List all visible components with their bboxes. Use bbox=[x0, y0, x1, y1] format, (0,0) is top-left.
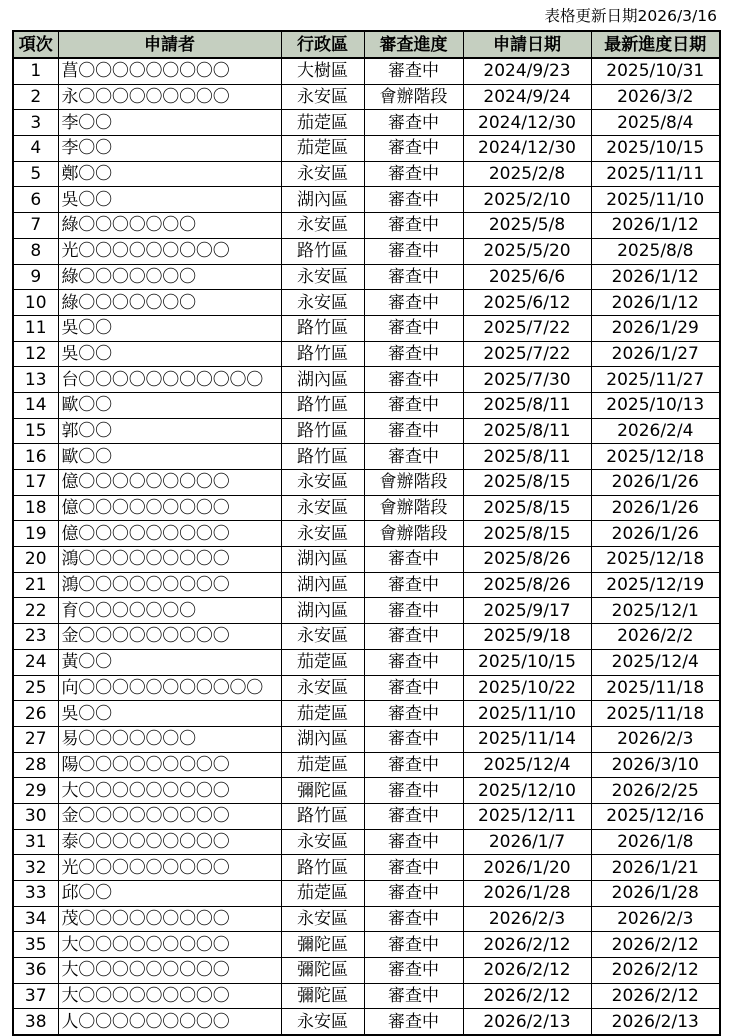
cell-latest-progress-date: 2025/10/31 bbox=[591, 58, 720, 84]
cell-district: 路竹區 bbox=[281, 803, 364, 829]
cell-item-no: 6 bbox=[13, 187, 58, 213]
table-row bbox=[13, 752, 720, 778]
cell-latest-progress-date: 2026/1/12 bbox=[591, 213, 720, 239]
cell-item-no: 2 bbox=[13, 84, 58, 110]
cell-review-status: 審查中 bbox=[364, 58, 463, 84]
cell-latest-progress-date: 2026/2/25 bbox=[591, 778, 720, 804]
cell-applicant: 歐〇〇 bbox=[58, 444, 281, 470]
cell-application-date: 2025/5/20 bbox=[463, 238, 591, 264]
cell-application-date: 2025/8/15 bbox=[463, 495, 591, 521]
column-header-no: 項次 bbox=[13, 31, 58, 58]
cell-district: 永安區 bbox=[281, 161, 364, 187]
cell-review-status: 審查中 bbox=[364, 238, 463, 264]
cell-district: 茄萣區 bbox=[281, 136, 364, 162]
cell-district: 路竹區 bbox=[281, 444, 364, 470]
cell-applicant: 李〇〇 bbox=[58, 136, 281, 162]
column-header-prog: 最新進度日期 bbox=[591, 31, 720, 58]
cell-district: 永安區 bbox=[281, 624, 364, 650]
cell-applicant: 大〇〇〇〇〇〇〇〇〇 bbox=[58, 958, 281, 984]
cell-review-status: 審查中 bbox=[364, 829, 463, 855]
cell-applicant: 人〇〇〇〇〇〇〇〇〇 bbox=[58, 1009, 281, 1035]
cell-district: 彌陀區 bbox=[281, 778, 364, 804]
cell-applicant: 邱〇〇 bbox=[58, 881, 281, 907]
cell-district: 湖內區 bbox=[281, 726, 364, 752]
cell-item-no: 32 bbox=[13, 855, 58, 881]
cell-application-date: 2025/5/8 bbox=[463, 213, 591, 239]
cell-district: 路竹區 bbox=[281, 341, 364, 367]
cell-district: 永安區 bbox=[281, 675, 364, 701]
cell-item-no: 10 bbox=[13, 290, 58, 316]
cell-applicant: 金〇〇〇〇〇〇〇〇〇 bbox=[58, 803, 281, 829]
cell-item-no: 1 bbox=[13, 58, 58, 84]
column-header-stat: 審查進度 bbox=[364, 31, 463, 58]
cell-district: 永安區 bbox=[281, 829, 364, 855]
cell-application-date: 2026/1/7 bbox=[463, 829, 591, 855]
cell-application-date: 2024/9/23 bbox=[463, 58, 591, 84]
cell-review-status: 審查中 bbox=[364, 1009, 463, 1035]
cell-applicant: 鄭〇〇 bbox=[58, 161, 281, 187]
cell-applicant: 吳〇〇 bbox=[58, 187, 281, 213]
cell-review-status: 審查中 bbox=[364, 855, 463, 881]
cell-item-no: 27 bbox=[13, 726, 58, 752]
cell-applicant: 向〇〇〇〇〇〇〇〇〇〇〇 bbox=[58, 675, 281, 701]
table-row bbox=[13, 829, 720, 855]
cell-application-date: 2025/8/11 bbox=[463, 392, 591, 418]
cell-latest-progress-date: 2025/8/4 bbox=[591, 110, 720, 136]
cell-district: 永安區 bbox=[281, 264, 364, 290]
table-row bbox=[13, 238, 720, 264]
table-row bbox=[13, 213, 720, 239]
cell-review-status: 審查中 bbox=[364, 701, 463, 727]
cell-item-no: 14 bbox=[13, 392, 58, 418]
cell-item-no: 11 bbox=[13, 315, 58, 341]
cell-latest-progress-date: 2026/1/12 bbox=[591, 290, 720, 316]
cell-district: 茄萣區 bbox=[281, 649, 364, 675]
cell-applicant: 綠〇〇〇〇〇〇〇 bbox=[58, 264, 281, 290]
cell-review-status: 審查中 bbox=[364, 752, 463, 778]
cell-district: 永安區 bbox=[281, 213, 364, 239]
table-row bbox=[13, 341, 720, 367]
cell-item-no: 25 bbox=[13, 675, 58, 701]
cell-latest-progress-date: 2026/1/27 bbox=[591, 341, 720, 367]
table-row bbox=[13, 1009, 720, 1035]
cell-review-status: 審查中 bbox=[364, 958, 463, 984]
cell-latest-progress-date: 2026/2/3 bbox=[591, 906, 720, 932]
table-row bbox=[13, 675, 720, 701]
cell-review-status: 審查中 bbox=[364, 675, 463, 701]
cell-latest-progress-date: 2026/1/21 bbox=[591, 855, 720, 881]
cell-district: 茄萣區 bbox=[281, 752, 364, 778]
cell-item-no: 13 bbox=[13, 367, 58, 393]
table-row bbox=[13, 778, 720, 804]
cell-applicant: 台〇〇〇〇〇〇〇〇〇〇〇 bbox=[58, 367, 281, 393]
table-row bbox=[13, 547, 720, 573]
cell-application-date: 2026/1/28 bbox=[463, 881, 591, 907]
cell-review-status: 會辦階段 bbox=[364, 521, 463, 547]
cell-application-date: 2025/12/11 bbox=[463, 803, 591, 829]
cell-district: 彌陀區 bbox=[281, 958, 364, 984]
applications-table bbox=[12, 30, 721, 1036]
cell-district: 路竹區 bbox=[281, 315, 364, 341]
cell-item-no: 23 bbox=[13, 624, 58, 650]
cell-item-no: 29 bbox=[13, 778, 58, 804]
cell-district: 路竹區 bbox=[281, 392, 364, 418]
cell-review-status: 審查中 bbox=[364, 444, 463, 470]
cell-applicant: 光〇〇〇〇〇〇〇〇〇 bbox=[58, 855, 281, 881]
cell-district: 永安區 bbox=[281, 290, 364, 316]
table-row bbox=[13, 572, 720, 598]
cell-item-no: 26 bbox=[13, 701, 58, 727]
cell-item-no: 15 bbox=[13, 418, 58, 444]
cell-applicant: 育〇〇〇〇〇〇〇 bbox=[58, 598, 281, 624]
table-row bbox=[13, 624, 720, 650]
cell-district: 茄萣區 bbox=[281, 110, 364, 136]
table-row bbox=[13, 367, 720, 393]
cell-latest-progress-date: 2025/12/16 bbox=[591, 803, 720, 829]
cell-applicant: 億〇〇〇〇〇〇〇〇〇 bbox=[58, 470, 281, 496]
table-row bbox=[13, 855, 720, 881]
cell-latest-progress-date: 2026/2/12 bbox=[591, 983, 720, 1009]
cell-application-date: 2025/7/30 bbox=[463, 367, 591, 393]
cell-applicant: 黃〇〇 bbox=[58, 649, 281, 675]
cell-review-status: 審查中 bbox=[364, 726, 463, 752]
table-row bbox=[13, 932, 720, 958]
cell-latest-progress-date: 2025/11/18 bbox=[591, 675, 720, 701]
cell-application-date: 2025/9/18 bbox=[463, 624, 591, 650]
cell-applicant: 易〇〇〇〇〇〇〇 bbox=[58, 726, 281, 752]
cell-latest-progress-date: 2025/11/10 bbox=[591, 187, 720, 213]
cell-application-date: 2025/8/26 bbox=[463, 572, 591, 598]
table-row bbox=[13, 881, 720, 907]
cell-district: 湖內區 bbox=[281, 598, 364, 624]
cell-applicant: 綠〇〇〇〇〇〇〇 bbox=[58, 290, 281, 316]
table-row bbox=[13, 84, 720, 110]
cell-district: 路竹區 bbox=[281, 855, 364, 881]
cell-item-no: 35 bbox=[13, 932, 58, 958]
cell-application-date: 2025/2/10 bbox=[463, 187, 591, 213]
table-row bbox=[13, 418, 720, 444]
cell-application-date: 2025/7/22 bbox=[463, 315, 591, 341]
cell-review-status: 審查中 bbox=[364, 649, 463, 675]
cell-review-status: 審查中 bbox=[364, 598, 463, 624]
cell-latest-progress-date: 2025/12/4 bbox=[591, 649, 720, 675]
cell-latest-progress-date: 2026/2/12 bbox=[591, 958, 720, 984]
cell-review-status: 審查中 bbox=[364, 367, 463, 393]
cell-application-date: 2025/2/8 bbox=[463, 161, 591, 187]
cell-application-date: 2025/6/6 bbox=[463, 264, 591, 290]
cell-review-status: 審查中 bbox=[364, 547, 463, 573]
cell-application-date: 2025/10/22 bbox=[463, 675, 591, 701]
cell-review-status: 審查中 bbox=[364, 110, 463, 136]
cell-district: 湖內區 bbox=[281, 187, 364, 213]
table-row bbox=[13, 521, 720, 547]
cell-applicant: 綠〇〇〇〇〇〇〇 bbox=[58, 213, 281, 239]
cell-applicant: 吳〇〇 bbox=[58, 341, 281, 367]
cell-applicant: 光〇〇〇〇〇〇〇〇〇 bbox=[58, 238, 281, 264]
cell-item-no: 5 bbox=[13, 161, 58, 187]
cell-latest-progress-date: 2026/1/26 bbox=[591, 521, 720, 547]
cell-applicant: 李〇〇 bbox=[58, 110, 281, 136]
cell-review-status: 會辦階段 bbox=[364, 470, 463, 496]
cell-application-date: 2026/1/20 bbox=[463, 855, 591, 881]
cell-applicant: 泰〇〇〇〇〇〇〇〇〇 bbox=[58, 829, 281, 855]
table-row bbox=[13, 906, 720, 932]
cell-item-no: 19 bbox=[13, 521, 58, 547]
cell-review-status: 審查中 bbox=[364, 136, 463, 162]
table-row bbox=[13, 161, 720, 187]
cell-item-no: 24 bbox=[13, 649, 58, 675]
cell-item-no: 4 bbox=[13, 136, 58, 162]
cell-applicant: 億〇〇〇〇〇〇〇〇〇 bbox=[58, 521, 281, 547]
table-row bbox=[13, 726, 720, 752]
cell-latest-progress-date: 2026/3/2 bbox=[591, 84, 720, 110]
table-row bbox=[13, 701, 720, 727]
cell-application-date: 2025/10/15 bbox=[463, 649, 591, 675]
cell-item-no: 12 bbox=[13, 341, 58, 367]
table-row bbox=[13, 958, 720, 984]
cell-review-status: 會辦階段 bbox=[364, 495, 463, 521]
table-row bbox=[13, 495, 720, 521]
cell-application-date: 2025/7/22 bbox=[463, 341, 591, 367]
cell-applicant: 鴻〇〇〇〇〇〇〇〇〇 bbox=[58, 572, 281, 598]
cell-latest-progress-date: 2026/2/13 bbox=[591, 1009, 720, 1035]
cell-application-date: 2026/2/13 bbox=[463, 1009, 591, 1035]
cell-latest-progress-date: 2026/1/28 bbox=[591, 881, 720, 907]
table-row bbox=[13, 136, 720, 162]
cell-application-date: 2026/2/3 bbox=[463, 906, 591, 932]
cell-review-status: 會辦階段 bbox=[364, 84, 463, 110]
cell-review-status: 審查中 bbox=[364, 778, 463, 804]
cell-district: 彌陀區 bbox=[281, 983, 364, 1009]
cell-application-date: 2025/12/10 bbox=[463, 778, 591, 804]
cell-district: 湖內區 bbox=[281, 572, 364, 598]
cell-item-no: 9 bbox=[13, 264, 58, 290]
cell-district: 湖內區 bbox=[281, 367, 364, 393]
table-row bbox=[13, 187, 720, 213]
cell-review-status: 審查中 bbox=[364, 161, 463, 187]
cell-application-date: 2026/2/12 bbox=[463, 932, 591, 958]
cell-application-date: 2026/2/12 bbox=[463, 983, 591, 1009]
cell-review-status: 審查中 bbox=[364, 341, 463, 367]
cell-item-no: 36 bbox=[13, 958, 58, 984]
cell-item-no: 20 bbox=[13, 547, 58, 573]
cell-item-no: 28 bbox=[13, 752, 58, 778]
table-row bbox=[13, 444, 720, 470]
cell-latest-progress-date: 2025/11/11 bbox=[591, 161, 720, 187]
cell-latest-progress-date: 2026/1/26 bbox=[591, 495, 720, 521]
cell-latest-progress-date: 2026/2/12 bbox=[591, 932, 720, 958]
table-header bbox=[13, 31, 720, 58]
cell-item-no: 31 bbox=[13, 829, 58, 855]
cell-latest-progress-date: 2026/1/29 bbox=[591, 315, 720, 341]
table-body bbox=[13, 58, 720, 1035]
cell-application-date: 2025/8/26 bbox=[463, 547, 591, 573]
table-row bbox=[13, 598, 720, 624]
cell-district: 彌陀區 bbox=[281, 932, 364, 958]
cell-district: 大樹區 bbox=[281, 58, 364, 84]
cell-latest-progress-date: 2026/1/26 bbox=[591, 470, 720, 496]
cell-applicant: 吳〇〇 bbox=[58, 315, 281, 341]
cell-applicant: 大〇〇〇〇〇〇〇〇〇 bbox=[58, 932, 281, 958]
table-row bbox=[13, 264, 720, 290]
cell-application-date: 2024/12/30 bbox=[463, 136, 591, 162]
cell-district: 永安區 bbox=[281, 495, 364, 521]
table-row bbox=[13, 983, 720, 1009]
cell-applicant: 吳〇〇 bbox=[58, 701, 281, 727]
cell-item-no: 3 bbox=[13, 110, 58, 136]
cell-district: 路竹區 bbox=[281, 238, 364, 264]
cell-review-status: 審查中 bbox=[364, 315, 463, 341]
cell-item-no: 8 bbox=[13, 238, 58, 264]
cell-latest-progress-date: 2026/1/8 bbox=[591, 829, 720, 855]
table-row bbox=[13, 315, 720, 341]
cell-item-no: 37 bbox=[13, 983, 58, 1009]
column-header-dist: 行政區 bbox=[281, 31, 364, 58]
table-update-date-note: 表格更新日期2026/3/16 bbox=[544, 7, 717, 25]
cell-applicant: 菖〇〇〇〇〇〇〇〇〇 bbox=[58, 58, 281, 84]
cell-application-date: 2024/9/24 bbox=[463, 84, 591, 110]
cell-district: 茄萣區 bbox=[281, 701, 364, 727]
cell-review-status: 審查中 bbox=[364, 803, 463, 829]
column-header-name: 申請者 bbox=[58, 31, 281, 58]
cell-latest-progress-date: 2025/10/15 bbox=[591, 136, 720, 162]
table-row bbox=[13, 392, 720, 418]
cell-application-date: 2024/12/30 bbox=[463, 110, 591, 136]
cell-review-status: 審查中 bbox=[364, 290, 463, 316]
cell-district: 永安區 bbox=[281, 470, 364, 496]
table-row bbox=[13, 110, 720, 136]
table-row bbox=[13, 290, 720, 316]
cell-review-status: 審查中 bbox=[364, 213, 463, 239]
cell-item-no: 30 bbox=[13, 803, 58, 829]
cell-item-no: 16 bbox=[13, 444, 58, 470]
cell-item-no: 7 bbox=[13, 213, 58, 239]
cell-latest-progress-date: 2026/2/2 bbox=[591, 624, 720, 650]
cell-applicant: 永〇〇〇〇〇〇〇〇〇 bbox=[58, 84, 281, 110]
cell-application-date: 2026/2/12 bbox=[463, 958, 591, 984]
cell-item-no: 22 bbox=[13, 598, 58, 624]
cell-latest-progress-date: 2025/11/18 bbox=[591, 701, 720, 727]
cell-application-date: 2025/8/15 bbox=[463, 470, 591, 496]
cell-district: 湖內區 bbox=[281, 547, 364, 573]
cell-review-status: 審查中 bbox=[364, 264, 463, 290]
cell-application-date: 2025/6/12 bbox=[463, 290, 591, 316]
cell-application-date: 2025/8/11 bbox=[463, 418, 591, 444]
cell-review-status: 審查中 bbox=[364, 187, 463, 213]
cell-item-no: 33 bbox=[13, 881, 58, 907]
cell-district: 茄萣區 bbox=[281, 881, 364, 907]
table-row bbox=[13, 470, 720, 496]
cell-district: 永安區 bbox=[281, 906, 364, 932]
cell-review-status: 審查中 bbox=[364, 906, 463, 932]
cell-applicant: 大〇〇〇〇〇〇〇〇〇 bbox=[58, 778, 281, 804]
cell-applicant: 郭〇〇 bbox=[58, 418, 281, 444]
cell-latest-progress-date: 2026/3/10 bbox=[591, 752, 720, 778]
cell-review-status: 審查中 bbox=[364, 624, 463, 650]
cell-latest-progress-date: 2025/12/19 bbox=[591, 572, 720, 598]
cell-application-date: 2025/12/4 bbox=[463, 752, 591, 778]
cell-application-date: 2025/8/11 bbox=[463, 444, 591, 470]
cell-application-date: 2025/9/17 bbox=[463, 598, 591, 624]
cell-applicant: 茂〇〇〇〇〇〇〇〇〇 bbox=[58, 906, 281, 932]
cell-latest-progress-date: 2026/1/12 bbox=[591, 264, 720, 290]
cell-review-status: 審查中 bbox=[364, 881, 463, 907]
cell-review-status: 審查中 bbox=[364, 983, 463, 1009]
cell-application-date: 2025/11/14 bbox=[463, 726, 591, 752]
cell-applicant: 金〇〇〇〇〇〇〇〇〇 bbox=[58, 624, 281, 650]
cell-district: 永安區 bbox=[281, 521, 364, 547]
cell-review-status: 審查中 bbox=[364, 392, 463, 418]
table-row bbox=[13, 803, 720, 829]
cell-applicant: 歐〇〇 bbox=[58, 392, 281, 418]
column-header-apply: 申請日期 bbox=[463, 31, 591, 58]
cell-latest-progress-date: 2026/2/4 bbox=[591, 418, 720, 444]
cell-latest-progress-date: 2025/12/18 bbox=[591, 444, 720, 470]
cell-item-no: 18 bbox=[13, 495, 58, 521]
cell-latest-progress-date: 2025/12/1 bbox=[591, 598, 720, 624]
cell-applicant: 陽〇〇〇〇〇〇〇〇〇 bbox=[58, 752, 281, 778]
cell-latest-progress-date: 2025/12/18 bbox=[591, 547, 720, 573]
cell-item-no: 34 bbox=[13, 906, 58, 932]
cell-review-status: 審查中 bbox=[364, 418, 463, 444]
cell-latest-progress-date: 2025/10/13 bbox=[591, 392, 720, 418]
cell-item-no: 17 bbox=[13, 470, 58, 496]
cell-latest-progress-date: 2025/11/27 bbox=[591, 367, 720, 393]
cell-district: 路竹區 bbox=[281, 418, 364, 444]
cell-district: 永安區 bbox=[281, 84, 364, 110]
cell-applicant: 鴻〇〇〇〇〇〇〇〇〇 bbox=[58, 547, 281, 573]
cell-review-status: 審查中 bbox=[364, 932, 463, 958]
cell-district: 永安區 bbox=[281, 1009, 364, 1035]
table-row bbox=[13, 58, 720, 84]
cell-application-date: 2025/11/10 bbox=[463, 701, 591, 727]
table-row bbox=[13, 649, 720, 675]
cell-latest-progress-date: 2026/2/3 bbox=[591, 726, 720, 752]
table-header-row bbox=[13, 31, 720, 58]
cell-item-no: 38 bbox=[13, 1009, 58, 1035]
cell-applicant: 億〇〇〇〇〇〇〇〇〇 bbox=[58, 495, 281, 521]
cell-review-status: 審查中 bbox=[364, 572, 463, 598]
cell-latest-progress-date: 2025/8/8 bbox=[591, 238, 720, 264]
cell-applicant: 大〇〇〇〇〇〇〇〇〇 bbox=[58, 983, 281, 1009]
cell-application-date: 2025/8/15 bbox=[463, 521, 591, 547]
cell-item-no: 21 bbox=[13, 572, 58, 598]
